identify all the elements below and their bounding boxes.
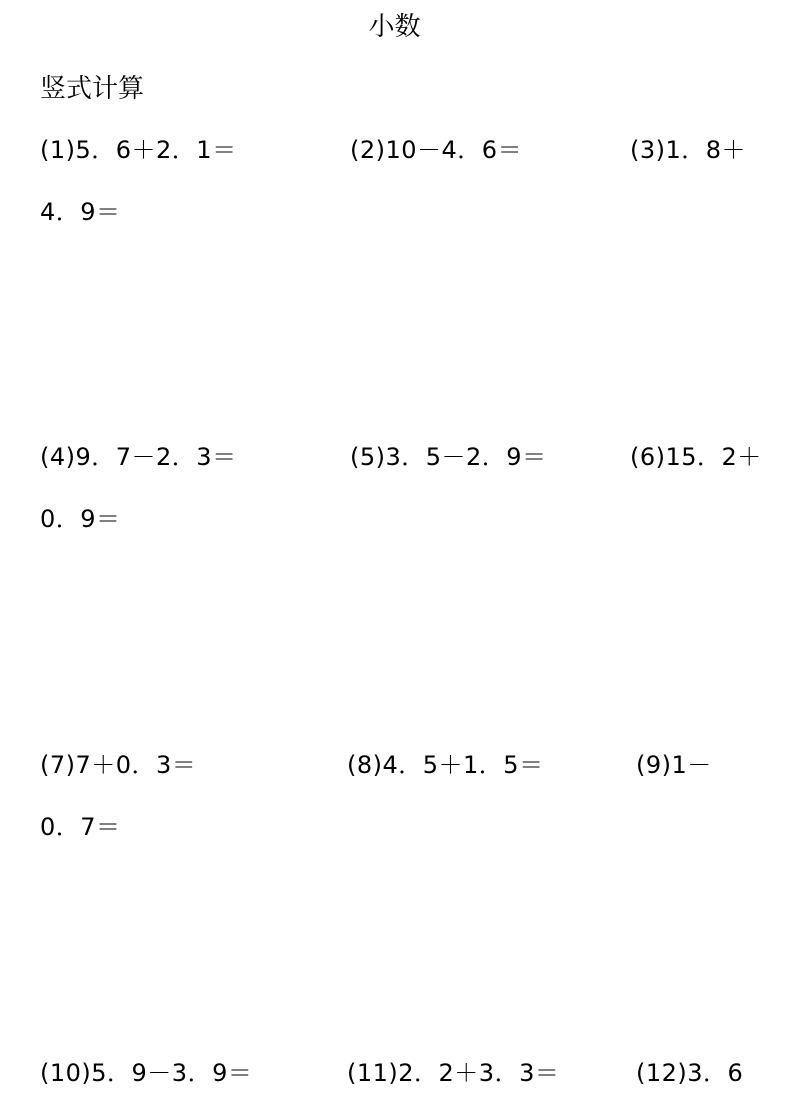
problem-11: (11)2．2＋3．3＝ — [347, 1059, 560, 1087]
problem-4: (4)9．7－2．3＝ — [40, 443, 237, 471]
problem-9: (9)1－ — [636, 751, 712, 779]
problem-2: (2)10－4．6＝ — [350, 136, 523, 164]
problem-7: (7)7＋0．3＝ — [40, 751, 197, 779]
problem-10: (10)5．9－3．9＝ — [40, 1059, 253, 1087]
problem-9-continuation: 0．7＝ — [40, 813, 121, 841]
problem-6-continuation: 0．9＝ — [40, 505, 121, 533]
problem-12: (12)3．6 — [636, 1059, 744, 1087]
problem-8: (8)4．5＋1．5＝ — [347, 751, 544, 779]
problem-3: (3)1．8＋ — [630, 136, 747, 164]
problem-1: (1)5．6＋2．1＝ — [40, 136, 237, 164]
section-heading: 竖式计算 — [40, 74, 145, 104]
page-title: 小数 — [368, 12, 421, 42]
problem-6: (6)15．2＋ — [630, 443, 762, 471]
problem-3-continuation: 4．9＝ — [40, 198, 121, 226]
problem-5: (5)3．5－2．9＝ — [350, 443, 547, 471]
